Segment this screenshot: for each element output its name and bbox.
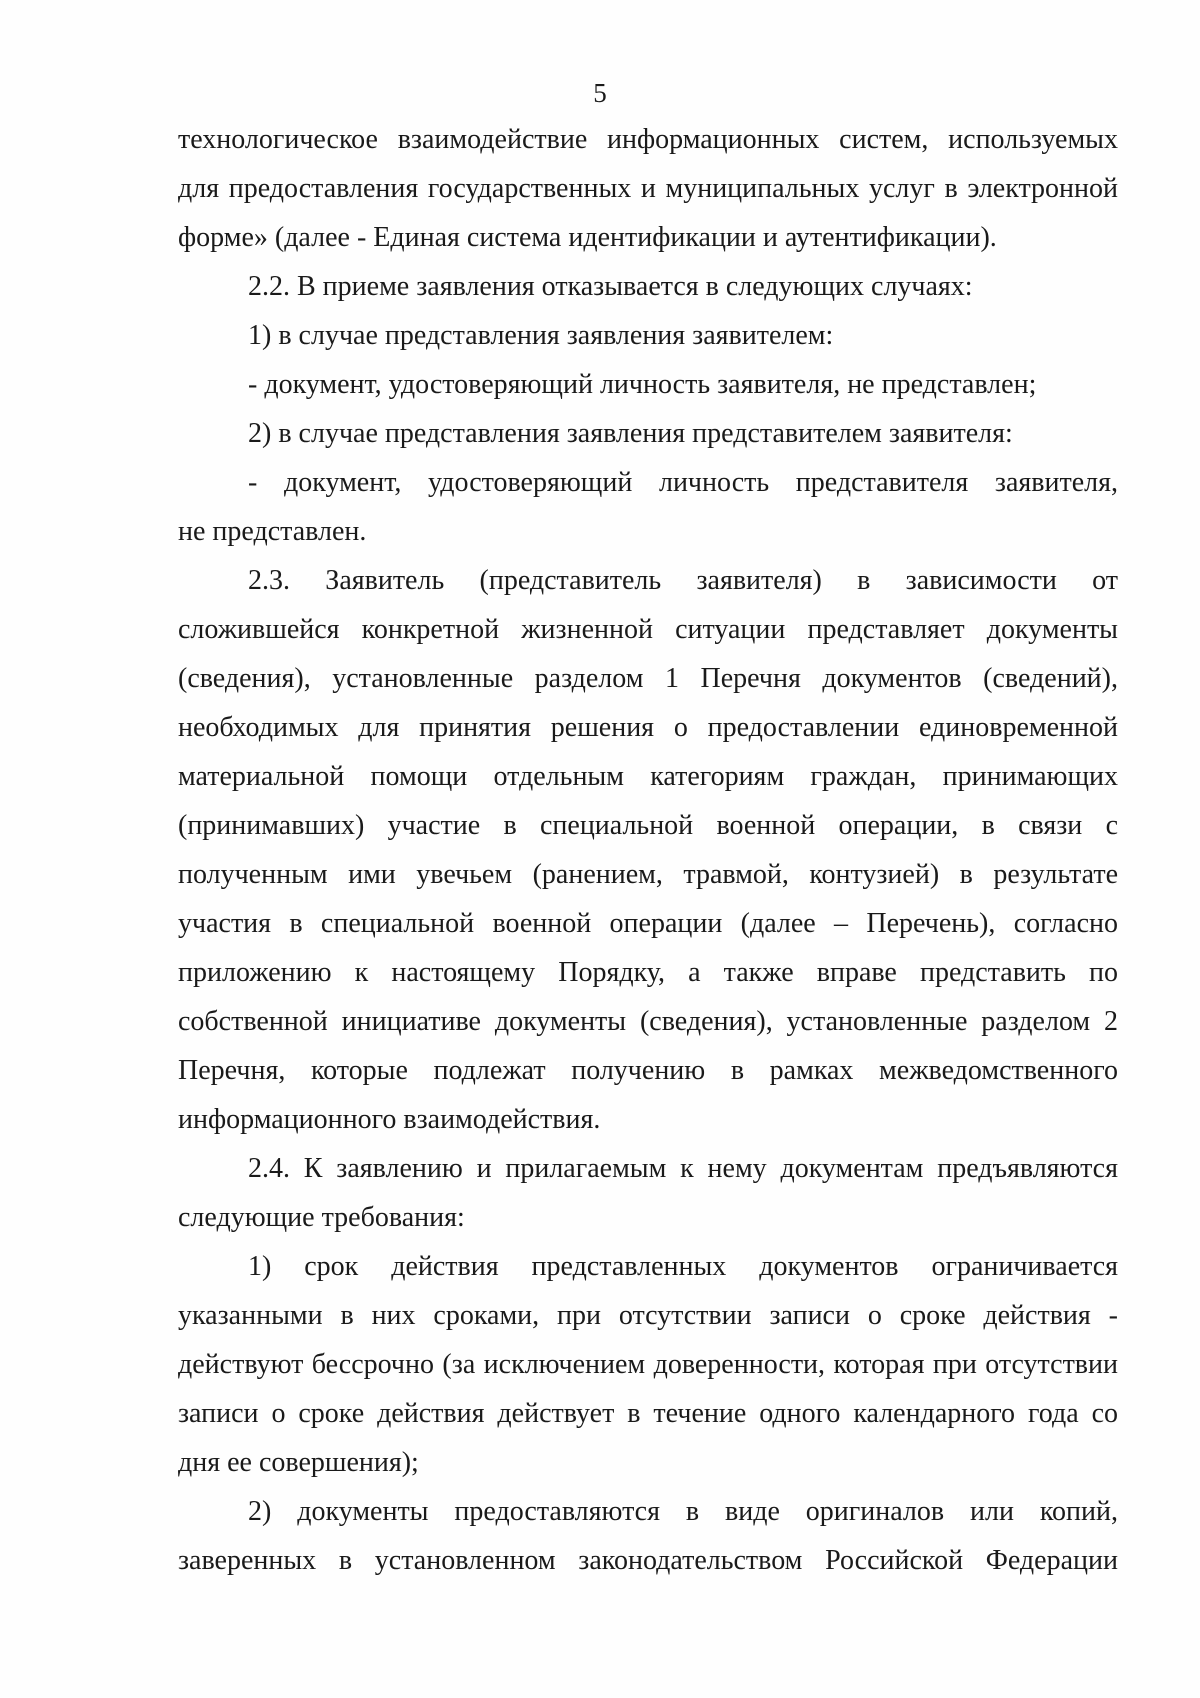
text-line: форме» (далее - Единая система идентификации и аутентификации). bbox=[178, 222, 997, 253]
text-line: Перечня, которые подлежат получению в рамках межведомственного bbox=[178, 1055, 1118, 1086]
text-line: 1) в случае представления заявления заявителем: bbox=[248, 320, 834, 351]
text-line: (принимавших) участие в специальной военной операции, в связи с bbox=[178, 810, 1118, 841]
text-line: следующие требования: bbox=[178, 1202, 465, 1233]
text-line: полученным ими увечьем (ранением, травмой, контузией) в результате bbox=[178, 859, 1118, 890]
text-line: записи о сроке действия действует в течение одного календарного года со bbox=[178, 1398, 1118, 1429]
text-line: указанными в них сроками, при отсутствии записи о сроке действия - bbox=[178, 1300, 1118, 1331]
text-line: 2) документы предоставляются в виде оригиналов или копий, bbox=[248, 1496, 1118, 1527]
text-line: информационного взаимодействия. bbox=[178, 1104, 601, 1135]
text-line: 2.2. В приеме заявления отказывается в следующих случаях: bbox=[248, 271, 973, 302]
text-line: действуют бессрочно (за исключением доверенности, которая при отсутствии bbox=[178, 1349, 1118, 1380]
document-body bbox=[178, 115, 1118, 1585]
text-line: - документ, удостоверяющий личность заявителя, не представлен; bbox=[248, 369, 1037, 400]
text-line: 2.3. Заявитель (представитель заявителя) в зависимости от bbox=[248, 565, 1118, 596]
text-line: заверенных в установленном законодательством Российской Федерации bbox=[178, 1545, 1118, 1576]
text-line: (сведения), установленные разделом 1 Перечня документов (сведений), bbox=[178, 663, 1118, 694]
text-line: участия в специальной военной операции (далее – Перечень), согласно bbox=[178, 908, 1118, 939]
text-line: - документ, удостоверяющий личность представителя заявителя, bbox=[248, 467, 1118, 498]
text-line: дня ее совершения); bbox=[178, 1447, 419, 1478]
text-line: приложению к настоящему Порядку, а также вправе представить по bbox=[178, 957, 1118, 988]
text-line: 1) срок действия представленных документов ограничивается bbox=[248, 1251, 1118, 1282]
text-line: необходимых для принятия решения о предоставлении единовременной bbox=[178, 712, 1118, 743]
page-number: 5 bbox=[593, 78, 607, 108]
text-line: для предоставления государственных и муниципальных услуг в электронной bbox=[178, 173, 1118, 204]
text-line: собственной инициативе документы (сведения), установленные разделом 2 bbox=[178, 1006, 1118, 1037]
text-line: не представлен. bbox=[178, 516, 367, 547]
text-line: 2) в случае представления заявления представителем заявителя: bbox=[248, 418, 1013, 449]
text-line: материальной помощи отдельным категориям граждан, принимающих bbox=[178, 761, 1118, 792]
text-line: технологическое взаимодействие информационных систем, используемых bbox=[178, 124, 1118, 155]
text-line: 2.4. К заявлению и прилагаемым к нему документам предъявляются bbox=[248, 1153, 1118, 1184]
text-line: сложившейся конкретной жизненной ситуации представляет документы bbox=[178, 614, 1118, 645]
